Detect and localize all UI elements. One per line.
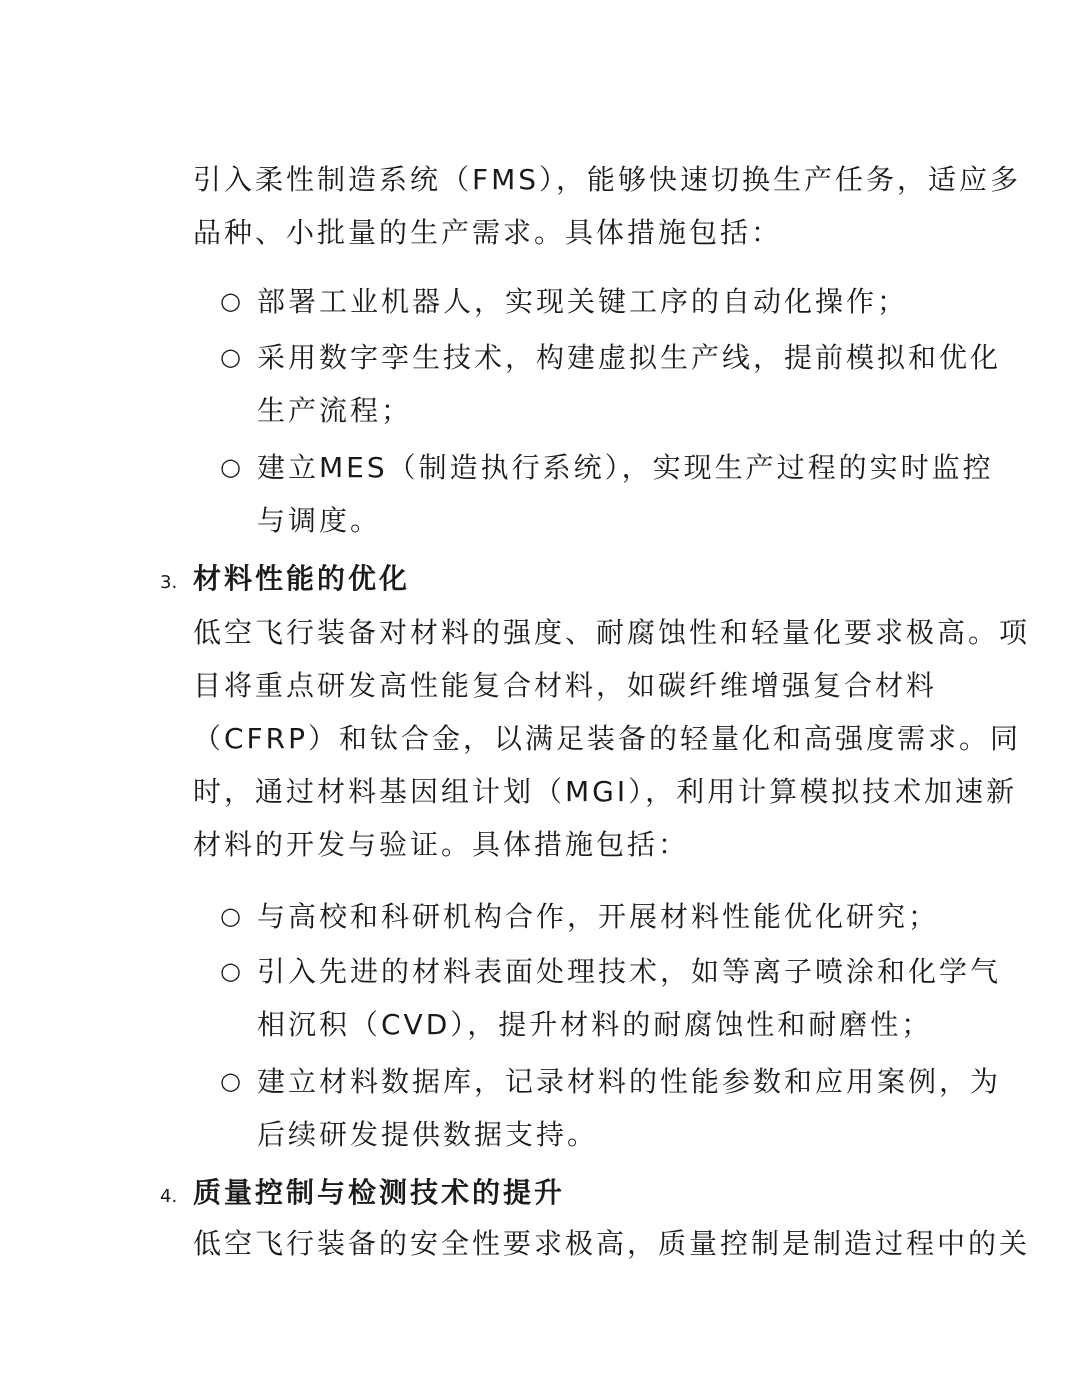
list-item-text [257, 441, 994, 547]
intro-line-1: 引入柔性制造系统（FMS），能够快速切换生产任务，适应多 [193, 163, 1022, 196]
list-item-line: 采用数字孪生技术，构建虚拟生产线，提前模拟和优化 [257, 341, 1002, 374]
paragraph-line: 材料的开发与验证。具体措施包括： [193, 828, 690, 861]
bullet-circle-icon: ○ [220, 902, 241, 930]
list-item-line: 后续研发提供数据支持。 [257, 1118, 599, 1151]
paragraph-line: 低空飞行装备对材料的强度、耐腐蚀性和轻量化要求极高。项 [193, 616, 1031, 649]
bullet-circle-icon: ○ [220, 453, 241, 481]
bullet-circle-icon: ○ [220, 287, 241, 315]
list-item-line: 引入先进的材料表面处理技术，如等离子喷涂和化学气 [257, 955, 1002, 988]
section-title: 质量控制与检测技术的提升 [193, 1176, 566, 1209]
list-item-line: 生产流程； [257, 394, 413, 427]
section-3-paragraph [193, 606, 1031, 871]
section-heading-4 [160, 1166, 565, 1223]
list-item-line: 部署工业机器人，实现关键工序的自动化操作； [257, 285, 909, 318]
list-item-text [257, 945, 1002, 1051]
list-item-line: 与高校和科研机构合作，开展材料性能优化研究； [257, 900, 940, 933]
list-item-text [257, 275, 957, 328]
paragraph-line: 时，通过材料基因组计划（MGI），利用计算模拟技术加速新 [193, 775, 1018, 808]
paragraph-line: 低空飞行装备的安全性要求极高，质量控制是制造过程中的关 [193, 1227, 1031, 1260]
list-item-line: 建立材料数据库，记录材料的性能参数和应用案例，为 [257, 1065, 1002, 1098]
list-item-text [257, 890, 957, 943]
list-item-line: 建立MES（制造执行系统），实现生产过程的实时监控 [257, 451, 994, 484]
list-item-text [257, 331, 1002, 437]
section-heading-3 [160, 552, 410, 609]
intro-paragraph [193, 153, 1022, 259]
list-item-text [257, 1055, 1002, 1161]
list-item-line: 相沉积（CVD），提升材料的耐腐蚀性和耐磨性； [257, 1008, 933, 1041]
paragraph-line: （CFRP）和钛合金，以满足装备的轻量化和高强度需求。同 [193, 722, 1021, 755]
section-number: 4. [160, 1186, 178, 1207]
section-title: 材料性能的优化 [193, 562, 411, 595]
section-4-paragraph [193, 1217, 1031, 1270]
bullet-circle-icon: ○ [220, 957, 241, 985]
intro-line-2: 品种、小批量的生产需求。具体措施包括： [193, 216, 783, 249]
section-number: 3. [160, 572, 178, 593]
bullet-circle-icon: ○ [220, 343, 241, 371]
paragraph-line: 目将重点研发高性能复合材料，如碳纤维增强复合材料 [193, 669, 938, 702]
bullet-circle-icon: ○ [220, 1067, 241, 1095]
list-item-line: 与调度。 [257, 504, 382, 537]
